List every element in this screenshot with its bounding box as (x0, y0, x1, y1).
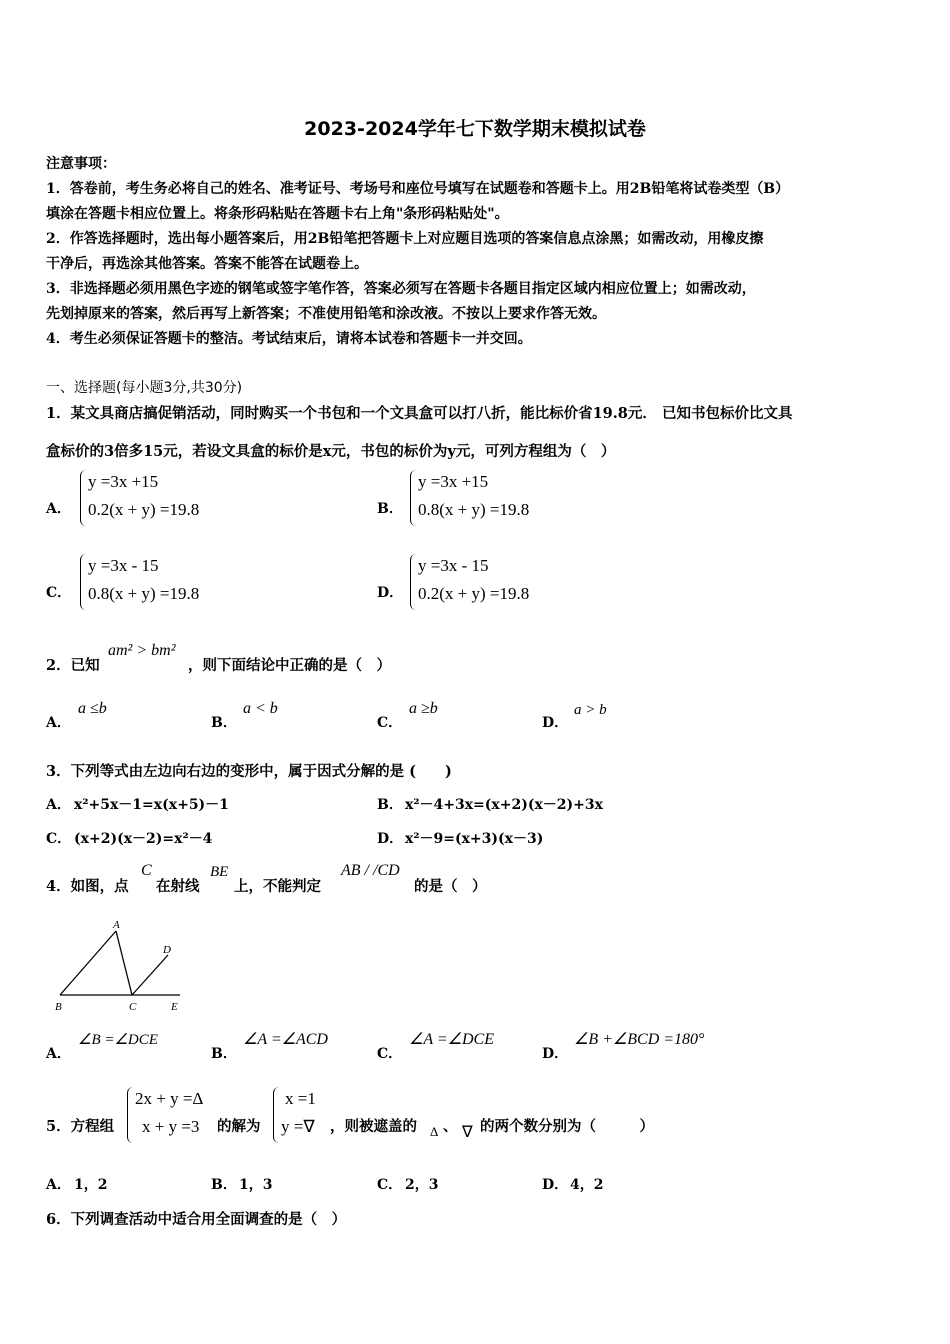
question-4-part: 4．如图，点 (46, 878, 129, 895)
notes-line: 1．答卷前，考生务必将自己的姓名、准考证号、考场号和座位号填写在试题卷和答题卡上。用2B铅笔将试卷类型（B） (46, 181, 790, 197)
label-d: D (163, 944, 171, 956)
notes-line: 4．考生必须保证答题卡的整洁。考试结束后，请将本试卷和答题卡一并交回。 (46, 331, 532, 347)
equation: x =1 (285, 1089, 316, 1108)
q2-option-letter: C． (377, 715, 403, 731)
label-a: A (113, 919, 120, 931)
q3-option-b-text: x²－4+3x=(x+2)(x－2)+3x (405, 797, 603, 813)
question-4-ray-be: BE (210, 864, 229, 880)
notes-line: 填涂在答题卡相应位置上。将条形码粘贴在答题卡右上角"条形码粘贴处"。 (46, 206, 509, 222)
q4-option-letter: D． (542, 1046, 569, 1062)
q4-option-letter: C． (377, 1046, 403, 1062)
triangle-symbol: Δ (430, 1124, 439, 1139)
question-4-part: 在射线 (156, 878, 200, 895)
q1-option-d-system (410, 554, 571, 610)
question-6-stem: 6．下列调查活动中适合用全面调查的是（ ） (46, 1211, 347, 1228)
q1-option-letter: B． (377, 501, 403, 517)
question-4-part: 的是（ ） (414, 878, 487, 895)
q5-option-a-text: 1，2 (74, 1177, 108, 1193)
segment-ab (60, 931, 116, 995)
equation: y =∇ (281, 1117, 315, 1136)
notes-line: 先划掉原来的答案，然后再写上新答案；不准使用铅笔和涂改液。不按以上要求作答无效。 (46, 306, 606, 322)
q2-option-b-math: a < b (243, 700, 278, 717)
q2-option-letter: A． (46, 715, 71, 731)
question-5-part: 5．方程组 (46, 1118, 115, 1135)
question-4-point-c: C (141, 862, 152, 879)
q3-option-d-text: x²－9=(x+3)(x－3) (405, 831, 544, 847)
q1-option-letter: A． (46, 501, 71, 517)
equation: y =3x +15 (418, 472, 489, 491)
question-5-part: 的解为 (217, 1118, 261, 1135)
notes-line: 干净后，再选涂其他答案。答案不能答在试题卷上。 (46, 256, 368, 272)
q4-geometry-figure (50, 915, 190, 1017)
equation: y =3x - 15 (418, 556, 489, 575)
q5-option-letter: C． (377, 1177, 403, 1193)
equation: 2x + y =Δ (135, 1089, 204, 1108)
question-5-part: 的两个数分别为（ ） (480, 1118, 654, 1135)
q5-equation-system (127, 1087, 214, 1143)
q2-option-a-math: a ≤b (78, 700, 107, 717)
question-4-part: 上，不能判定 (234, 878, 321, 895)
equation: 0.2(x + y) =19.8 (88, 500, 200, 519)
section-heading: 一、选择题(每小题3分,共30分) (46, 380, 243, 396)
question-2-prefix: 2．已知 (46, 657, 100, 674)
question-1-line2: 盒标价的3倍多15元，若设文具盒的标价是x元，书包的标价为y元，可列方程组为（ ） (46, 443, 616, 460)
notes-line: 3．非选择题必须用黑色字迹的钢笔或签字笔作答，答案必须写在答题卡各题目指定区域内相应位置上；如需改动， (46, 281, 756, 297)
q5-option-letter: A． (46, 1177, 71, 1193)
question-5-part: ，则被遮盖的 (330, 1118, 417, 1135)
q1-option-c-system (80, 554, 241, 610)
equation: 0.8(x + y) =19.8 (418, 500, 530, 519)
q3-option-c-text: (x+2)(x－2)=x²－4 (74, 831, 213, 847)
equation: x + y =3 (142, 1117, 200, 1136)
equation: 0.2(x + y) =19.8 (418, 584, 530, 603)
page-title: 2023-2024学年七下数学期末模拟试卷 (304, 118, 646, 140)
q3-option-letter: A． (46, 797, 71, 813)
q2-option-d-math: a > b (574, 702, 607, 718)
question-1-line1: 1．某文具商店搞促销活动，同时购买一个书包和一个文具盒可以打八折，能比标价省19.8元． 已知书包标价比文具 (46, 405, 793, 422)
q2-option-letter: D． (542, 715, 569, 731)
q3-option-letter: D． (377, 831, 404, 847)
q1-option-b-system (410, 470, 571, 526)
equation: 0.8(x + y) =19.8 (88, 584, 200, 603)
q5-option-letter: B． (211, 1177, 237, 1193)
ray-cd (132, 955, 168, 995)
q5-solution-system (273, 1087, 330, 1143)
q1-option-a-system (80, 470, 241, 526)
q2-option-c-math: a ≥b (409, 700, 438, 717)
q1-option-letter: D． (377, 585, 404, 601)
q4-option-letter: A． (46, 1046, 71, 1062)
question-2-suffix: ，则下面结论中正确的是（ ） (188, 657, 391, 674)
q4-option-letter: B． (211, 1046, 237, 1062)
q5-option-d-text: 4，2 (570, 1177, 604, 1193)
q1-option-letter: C． (46, 585, 72, 601)
q4-option-a-math: ∠B =∠DCE (78, 1032, 158, 1048)
q3-option-letter: C． (46, 831, 72, 847)
q4-option-b-math: ∠A =∠ACD (243, 1031, 328, 1048)
q5-option-b-text: 1，3 (239, 1177, 273, 1193)
equation: y =3x +15 (88, 472, 159, 491)
segment-ac (116, 931, 132, 995)
q2-option-letter: B． (211, 715, 237, 731)
label-b: B (55, 1001, 62, 1013)
q4-option-c-math: ∠A =∠DCE (409, 1031, 494, 1048)
separator: 、 (443, 1118, 458, 1135)
q3-option-a-text: x²+5x－1=x(x+5)－1 (74, 797, 229, 813)
q3-option-letter: B． (377, 797, 403, 813)
question-4-parallel: AB / /CD (341, 862, 400, 879)
nabla-symbol: ∇ (462, 1124, 473, 1141)
question-2-formula: am² > bm² (108, 642, 176, 659)
label-e: E (171, 1001, 178, 1013)
equation: y =3x - 15 (88, 556, 159, 575)
question-3-stem: 3．下列等式由左边向右边的变形中，属于因式分解的是 ( ) (46, 763, 452, 780)
notes-heading: 注意事项： (46, 156, 116, 172)
q5-option-c-text: 2，3 (405, 1177, 439, 1193)
q5-option-letter: D． (542, 1177, 569, 1193)
label-c: C (129, 1001, 137, 1013)
notes-line: 2．作答选择题时，选出每小题答案后，用2B铅笔把答题卡上对应题目选项的答案信息点涂黑；如需改动，用橡皮擦 (46, 231, 764, 247)
q4-option-d-math: ∠B +∠BCD =180° (574, 1031, 705, 1048)
